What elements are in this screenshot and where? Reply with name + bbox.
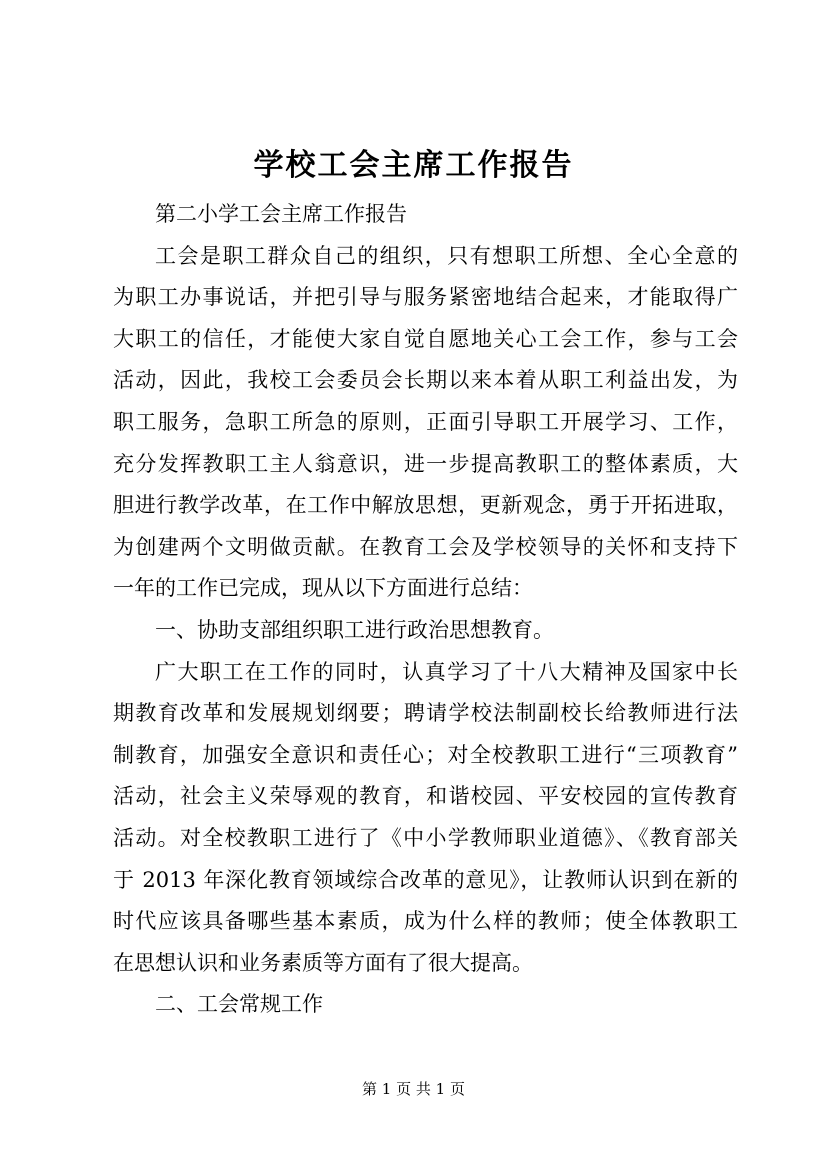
body-line: 为创建两个文明做贡献。在教育工会及学校领导的关怀和支持下 [113, 534, 738, 559]
body-line: 胆进行教学改革，在工作中解放思想，更新观念，勇于开拓进取， [113, 493, 738, 518]
body-line: 一、协助支部组织职工进行政治思想教育。 [155, 618, 554, 642]
body-line: 在思想认识和业务素质等方面有了很大提高。 [113, 950, 533, 975]
body-line: 于 2013 年深化教育领域综合改革的意见》，让教师认识到在新的 [113, 867, 738, 892]
body-line: 大职工的信任，才能使大家自觉自愿地关心工会工作，参与工会 [113, 326, 738, 351]
page-footer: 第 1 页 共 1 页 [362, 1080, 465, 1098]
body-line: 一年的工作已完成，现从以下方面进行总结： [113, 576, 533, 601]
body-line: 活动，社会主义荣辱观的教育，和谐校园、平安校园的宣传教育 [113, 784, 738, 809]
body-line: 充分发挥教职工主人翁意识，进一步提高教职工的整体素质，大 [113, 451, 738, 476]
body-line: 职工服务，急职工所急的原则，正面引导职工开展学习、工作， [113, 410, 738, 434]
body-line: 制教育，加强安全意识和责任心；对全校教职工进行“三项教育” [113, 742, 738, 767]
body-line: 二、工会常规工作 [155, 992, 323, 1017]
body-line: 工会是职工群众自己的组织，只有想职工所想、全心全意的 [155, 243, 738, 268]
body-line: 为职工办事说话，并把引导与服务紧密地结合起来，才能取得广 [113, 285, 738, 310]
body-line: 活动。对全校教职工进行了《中小学教师职业道德》、《教育部关 [113, 826, 738, 850]
body-line: 第二小学工会主席工作报告 [155, 202, 407, 226]
body-line: 期教育改革和发展规划纲要；聘请学校法制副校长给教师进行法 [113, 701, 738, 726]
body-line: 时代应该具备哪些基本素质，成为什么样的教师；使全体教职工 [113, 909, 738, 934]
body-line: 活动，因此，我校工会委员会长期以来本着从职工利益出发，为 [113, 368, 738, 393]
document-title: 学校工会主席工作报告 [253, 148, 574, 183]
body-line: 广大职工在工作的同时，认真学习了十八大精神及国家中长 [155, 659, 738, 684]
